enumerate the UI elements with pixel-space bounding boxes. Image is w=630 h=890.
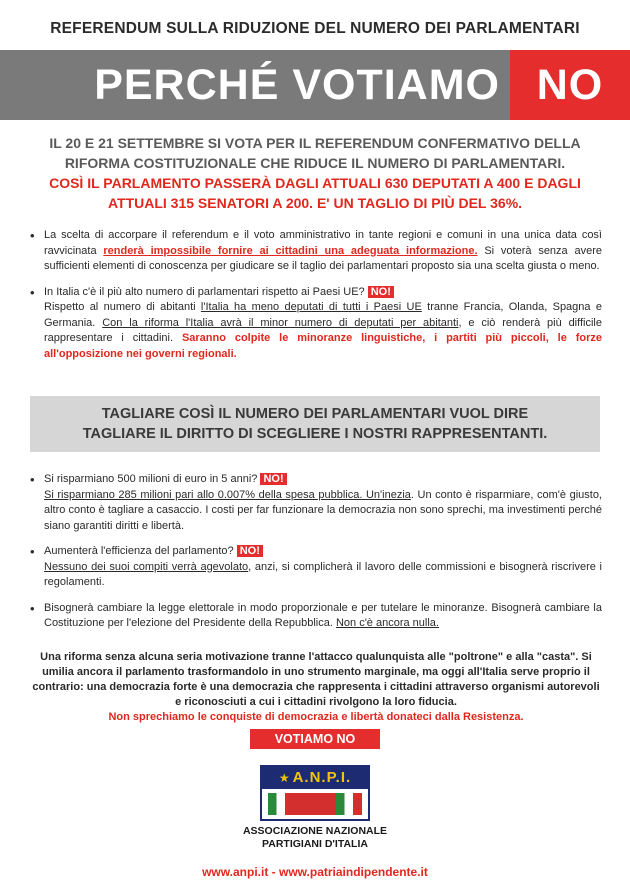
list-item: [30, 228, 602, 275]
key-message-box: [30, 396, 600, 452]
bullet-question: Si risparmiano 500 milioni di euro in 5 anni?: [44, 473, 258, 485]
italian-flag-icon: [336, 793, 362, 815]
banner-left-text: PERCHÉ VOTIAMO: [0, 50, 510, 120]
key-message-line: TAGLIARE IL DIRITTO DI SCEGLIERE I NOSTRI RAPPRESENTANTI.: [82, 426, 548, 442]
intro-line-grey: IL 20 E 21 SETTEMBRE SI VOTA PER IL REFERENDUM CONFERMATIVO DELLA RIFORMA COSTITUZIONALE CHE RIDUCE IL NUMERO DI PARLAMENTARI.: [49, 135, 581, 171]
italian-flag-icon: [268, 793, 294, 815]
section-b: [30, 472, 602, 642]
list-item: [30, 544, 602, 591]
list-item: [30, 472, 602, 534]
votiamo-no-label: VOTIAMO NO: [250, 729, 380, 749]
top-title: REFERENDUM SULLA RIDUZIONE DEL NUMERO DEI PARLAMENTARI: [50, 20, 580, 37]
bullet-text: . Un conto è risparmiare, com'è giusto, altro conto è tagliare a casaccio. I costi per far funzionare la democrazia non sono sprechi, ma investimenti perché siano garantiti diritti e libertà.: [44, 488, 602, 532]
no-badge: NO!: [260, 473, 286, 485]
logo-wordmark: [262, 767, 368, 789]
closing-red-text: Non sprechiamo le conquiste di democrazia e libertà donateci dalla Resistenza.: [108, 711, 524, 723]
bullet-text: tranne Francia, Olanda, Spagna e Germania.: [44, 301, 602, 329]
intro-line-red: COSÌ IL PARLAMENTO PASSERÀ DAGLI ATTUALI 630 DEPUTATI A 400 E DAGLI ATTUALI 315 SENATORI A 200. E' UN TAGLIO DI PIÙ DEL 36%.: [49, 175, 581, 211]
bullet-emphasis: renderà impossibile fornire ai cittadini una adeguata informazione.: [103, 244, 478, 257]
headline-banner: [0, 50, 630, 120]
bullet-text: , anzi, si complicherà il lavoro delle commissioni e bisognerà riscrivere i regolamenti.: [44, 560, 602, 588]
bullet-text: Si voterà senza avere sufficienti elementi di conoscenza per giudicare se il taglio dei parlamentari proposto sia una scelta giusta o meno.: [44, 244, 602, 272]
intro-text: [30, 133, 600, 213]
bullet-question: Aumenterà l'efficienza del parlamento?: [44, 545, 234, 557]
star-icon: ★: [278, 771, 291, 785]
anpi-logo: [260, 765, 370, 821]
bullet-question: In Italia c'è il più alto numero di parlamentari rispetto ai Paesi UE?: [44, 285, 365, 298]
closing-paragraph: [30, 650, 602, 725]
association-line: PARTIGIANI D'ITALIA: [262, 838, 368, 850]
bullet-text: La scelta di accorpare il referendum e il voto amministrativo in tante regioni e comuni in una unica data così ravvicinata: [44, 229, 602, 257]
logo-text: A.N.P.I.: [292, 769, 352, 786]
key-message-line: TAGLIARE COSÌ IL NUMERO DEI PARLAMENTARI VUOL DIRE: [101, 406, 529, 422]
bullet-text: Rispetto al numero di abitanti: [44, 301, 201, 313]
list-item: [30, 285, 602, 363]
bullet-underlined: Con la riforma l'Italia avrà il minor numero di deputati per abitanti: [102, 316, 459, 329]
bullet-text: Bisognerà cambiare la legge elettorale in modo proporzionale e per tutelare le minoranze. Bisognerà cambiare la Costituzione per l'elezione del Presidente della Repubblica.: [44, 601, 602, 629]
closing-text: Una riforma senza alcuna seria motivazione tranne l'attacco qualunquista alle "poltrone" e alla "casta". Si umilia ancora il parlamento trasformandolo in uno strumento marginale, ma oggi all'Italia serve proprio il contrario: una democrazia forte è una democrazia che rappresenta i cittadini attraverso organismi autorevoli e riconosciuti a cui i cittadini rivolgono la loro fiducia.: [32, 651, 600, 708]
list-item: [30, 601, 602, 632]
no-badge: NO!: [237, 545, 263, 557]
logo-red-band: [294, 793, 336, 815]
banner-no-text: NO: [510, 50, 630, 120]
bullet-underlined: l'Italia ha meno deputati di tutti i Paesi UE: [200, 301, 422, 313]
bullet-emphasis: Saranno colpite le minoranze linguistiche, i partiti più piccoli, le forze all'opposizione nei governi regionali.: [44, 332, 603, 360]
bullet-text: , e ciò renderà più difficile rappresentare i cittadini.: [44, 316, 602, 344]
bullet-underlined: Non c'è ancora nulla.: [335, 617, 439, 629]
bullet-underlined: Si risparmiano 285 milioni pari allo 0.007% della spesa pubblica. Un'inezia: [44, 488, 411, 501]
footer-links[interactable]: www.anpi.it - www.patriaindipendente.it: [202, 865, 428, 879]
bullet-underlined: Nessuno dei suoi compiti verrà agevolato: [44, 560, 249, 573]
section-a: [30, 228, 602, 372]
logo-flags: [262, 789, 368, 819]
association-name: [215, 825, 415, 851]
no-badge: NO!: [368, 286, 394, 298]
association-line: ASSOCIAZIONE NAZIONALE: [242, 825, 388, 837]
